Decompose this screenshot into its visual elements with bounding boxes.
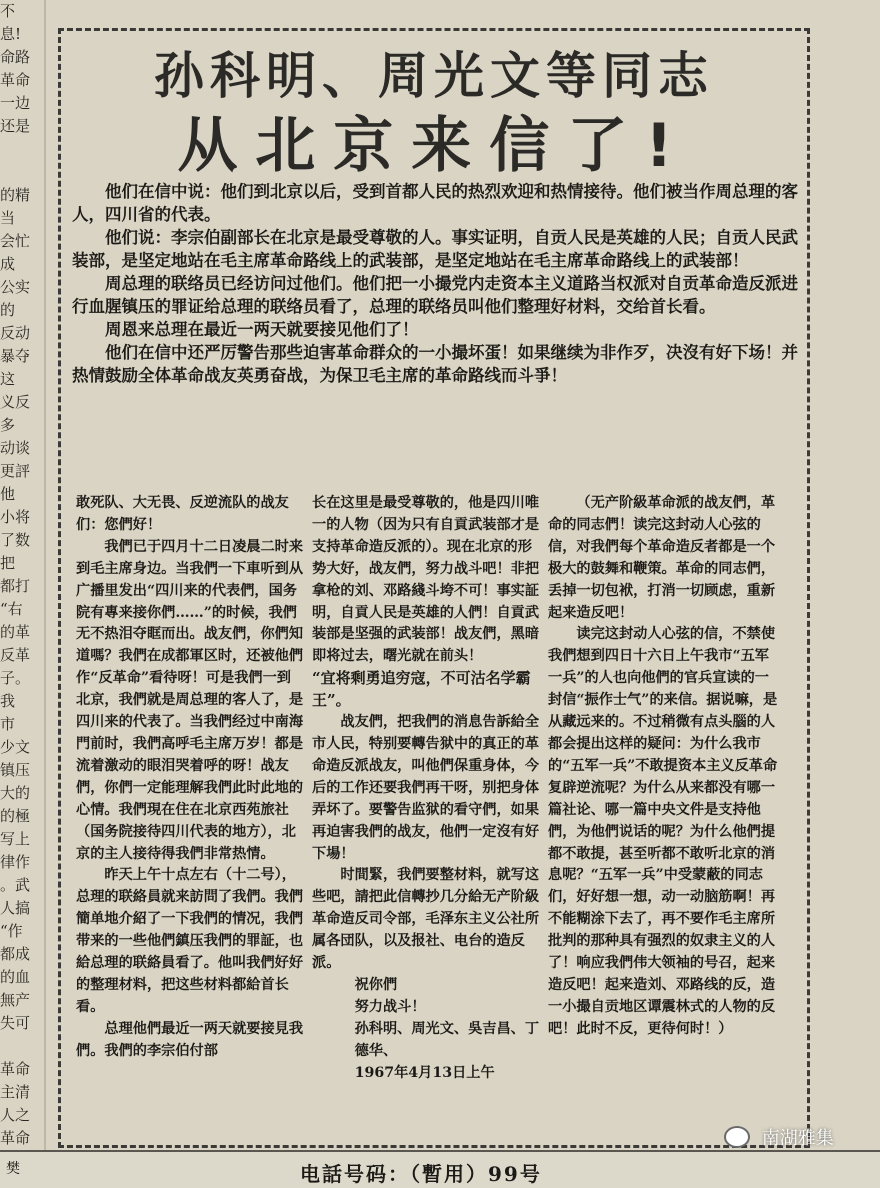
letter-date: 1967年4月13日上午	[354, 1064, 495, 1081]
left-strip-line: 革命	[0, 1060, 31, 1078]
left-strip-line: 人之	[0, 1106, 31, 1124]
left-strip-line: 这	[0, 370, 16, 388]
left-strip-line	[0, 138, 44, 161]
left-strip-line: 人搞	[0, 899, 31, 917]
left-strip-line: 一边	[0, 94, 31, 112]
left-strip-line: 革命	[0, 1129, 31, 1147]
left-strip-line: 写上	[0, 830, 31, 848]
left-strip-line: 都成	[0, 945, 31, 963]
left-strip-line: 还是	[0, 117, 31, 135]
left-strip-line: 的極	[0, 807, 31, 825]
left-strip-line: 他	[0, 485, 16, 503]
editor-note-paragraph: 读完这封动人心弦的信，不禁使我們想到四日十六日上午我市“五军一兵”的人也向他們的官兵宣读的一封信“振作士气”的来信。据说嘛，是从藏远来的。不过稍微有点头腦的人都会提出这样的疑问：为什么我市的“五军一兵”不敢提资本主义反革命复辟逆流呢？为什么从来都没有哪一篇社论、哪一篇中央文件是支持他們，为他們说话的呢？为什么他們提都不敢提，甚至听都不敢听北京的消息呢？“五军一兵”中受蒙蔽的同志们，好好想一想，动一动脑筋啊！再不能糊涂下去了，再不要作毛主席所批判的那种具有强烈的奴隶主义的人了！响应我們伟大领袖的号召，起来造反吧！起来造刘、邓路线的反，造一小撮自贡地区谭震林式的人物的反吧！此时不反，更待何时！）	[548, 626, 778, 1037]
left-strip-line: 市	[0, 715, 16, 733]
left-strip-line: 更評	[0, 462, 31, 480]
left-strip-line: 不	[0, 2, 16, 20]
editor-note-column	[548, 493, 780, 1041]
intro-paragraph: 周恩来总理在最近一两天就要接见他们了！	[105, 320, 419, 339]
left-strip-line: 公实	[0, 278, 31, 296]
left-strip-line	[0, 1035, 44, 1058]
left-strip-line: 暴夺	[0, 347, 31, 365]
left-strip-line: 息!	[0, 25, 22, 43]
left-strip-line: 大的	[0, 784, 31, 802]
left-strip-line: 成	[0, 255, 16, 273]
article-intro	[72, 180, 800, 387]
left-strip-line: 反动	[0, 324, 31, 342]
quote-slogan: “宜将剩勇追穷寇，不可沽名学霸王”。	[312, 669, 531, 710]
letter-column-2	[312, 493, 540, 1084]
intro-paragraph: 他们在信中说：他们到北京以后，受到首都人民的热烈欢迎和热情接待。他们被当作周总理的客人，四川省的代表。	[72, 182, 798, 224]
editor-note-paragraph: （无产阶級革命派的战友們，革命的同志們！读完这封动人心弦的信，对我們每个革命造反者都是一个极大的鼓舞和鞭策。革命的同志們，丢掉一切包袱，打消一切顾虑，重新起来造反吧！	[548, 495, 776, 621]
intro-paragraph: 他们说：李宗伯副部长在北京是最受尊敬的人。事实证明，自贡人民是英雄的人民；自贡人民武装部，是坚定地站在毛主席革命路线上的武装部，是坚定地站在毛主席革命路线上的武装部！	[72, 228, 798, 270]
letter-paragraph: 我們已于四月十二日凌晨二时来到毛主席身边。当我們一下車听到从广播里发出“四川来的代表們，国务院有專来接你們……”的时候，我們无不热泪夺眶而出。战友們，你們知道嗎？我們在成都軍区时，还被他們作“反革命”看待呀！可是我們一到北京，我們就是周总理的客人了，是四川来的代表了。当我們经过中南海門前时，我們高呼毛主席万岁！都是流着激动的眼泪哭着呼的呀！战友們，你們一定能理解我們此时此地的心情。我們現在住在北京西苑旅社（国务院接待四川代表的地方），北京的主人接待得我們非常热情。	[76, 538, 304, 862]
left-strip-line: 动谈	[0, 439, 31, 457]
left-strip-line: 当	[0, 209, 16, 227]
footer-left-text: 樊	[6, 1161, 20, 1177]
left-strip-line: 镇压	[0, 761, 31, 779]
letter-signatures: 孙科明、周光文、吳吉昌、丁德华、	[354, 1020, 540, 1059]
watermark-text: 南湖雅集	[761, 1128, 834, 1149]
letter-paragraph: 时間緊，我們要整材料，就写这些吧，請把此信轉抄几分給无产阶級革命造反司令部，毛泽东主义公社所属各団队，以及报社、电台的造反派。	[312, 867, 540, 972]
letter-paragraph: 长在这里是最受尊敬的，他是四川唯一的人物（因为只有自貢武装部才是支持革命造反派的）。现在北京的形势大好，战友們，努力战斗吧！非把拿枪的刘、邓路綫斗垮不可！事实証明，自貢人民是英雄的人們！自貢武装部是坚强的武装部！战友們，黑暗即将过去，曙光就在前头！	[312, 495, 540, 665]
left-strip-line: 反革	[0, 646, 31, 664]
left-strip-line: 我	[0, 692, 16, 710]
left-strip-line	[0, 161, 44, 184]
letter-closing-2: 努力战斗！	[354, 998, 426, 1015]
adjacent-column-fragment	[0, 0, 44, 1150]
letter-paragraph: 昨天上午十点左右（十二号），总理的联絡員就来訪問了我們。我們簡单地介紹了一下我們的情况，我們带来的一些他們鎮压我們的罪証，也給总理的联絡員看了。他叫我們好好的整理材料，把这些材料都給首长看。	[76, 867, 304, 1015]
letter-closing: 祝你們	[354, 976, 398, 993]
intro-paragraph: 他们在信中还严厉警告那些迫害革命群众的一小撮坏蛋！如果继续为非作歹，决沒有好下场！并热情鼓励全体革命战友英勇奋战，为保卫毛主席的革命路线而斗爭！	[72, 343, 798, 385]
letter-paragraph: 总理他們最近一两天就要接見我們。我們的李宗伯付部	[76, 1020, 304, 1059]
left-strip-line: 無产	[0, 991, 31, 1009]
left-strip-line: 少文	[0, 738, 31, 756]
intro-paragraph: 周总理的联络员已经访问过他们。他们把一小撮党内走资本主义道路当权派对自贡革命造反派进行血腥镇压的罪证给总理的联络员看了，总理的联络员叫他们整理好材料，交给首长看。	[72, 274, 798, 316]
left-strip-line: 革命	[0, 71, 31, 89]
left-strip-line: “右	[0, 600, 23, 618]
left-strip-line: 多	[0, 416, 16, 434]
left-strip-line: 主清	[0, 1083, 31, 1101]
headline-line-2: 从北京来信了!	[177, 111, 691, 181]
left-strip-line: 。武	[0, 876, 31, 894]
watermark	[724, 1124, 864, 1158]
letter-column-1	[76, 493, 304, 1063]
footer-phone: 电話号码：（暫用）99号	[300, 1162, 542, 1186]
left-strip-line: 的血	[0, 968, 31, 986]
letter-salutation: 敢死队、大无畏、反逆流队的战友们：您們好！	[76, 495, 289, 533]
left-strip-line: 失可	[0, 1014, 31, 1032]
left-strip-line: 命路	[0, 48, 31, 66]
left-strip-line: 了数	[0, 531, 31, 549]
left-strip-line: 把	[0, 554, 16, 572]
left-strip-line: “作	[0, 922, 23, 940]
wechat-icon	[724, 1126, 750, 1148]
column-divider	[44, 0, 46, 1150]
left-strip-line: 小将	[0, 508, 31, 526]
left-strip-line: 律作	[0, 853, 31, 871]
left-strip-line: 都打	[0, 577, 31, 595]
letter-paragraph: 战友們，把我們的消息告訴給全市人民，特别要轉告狱中的真正的革命造反派战友，叫他們保重身体，今后的工作还要我們再干呀，别把身体弄坏了。要警告监狱的看守們，如果再迫害我們的战友，他們一定沒有好下場！	[312, 714, 540, 862]
left-strip-line: 的革	[0, 623, 31, 641]
left-strip-line: 义反	[0, 393, 31, 411]
left-strip-line: 子。	[0, 669, 31, 687]
headline-line-1: 孙科明、周光文等同志	[154, 47, 714, 105]
left-strip-line: 的	[0, 301, 16, 319]
left-strip-line: 的精	[0, 186, 31, 204]
left-strip-line: 会忙	[0, 232, 31, 250]
